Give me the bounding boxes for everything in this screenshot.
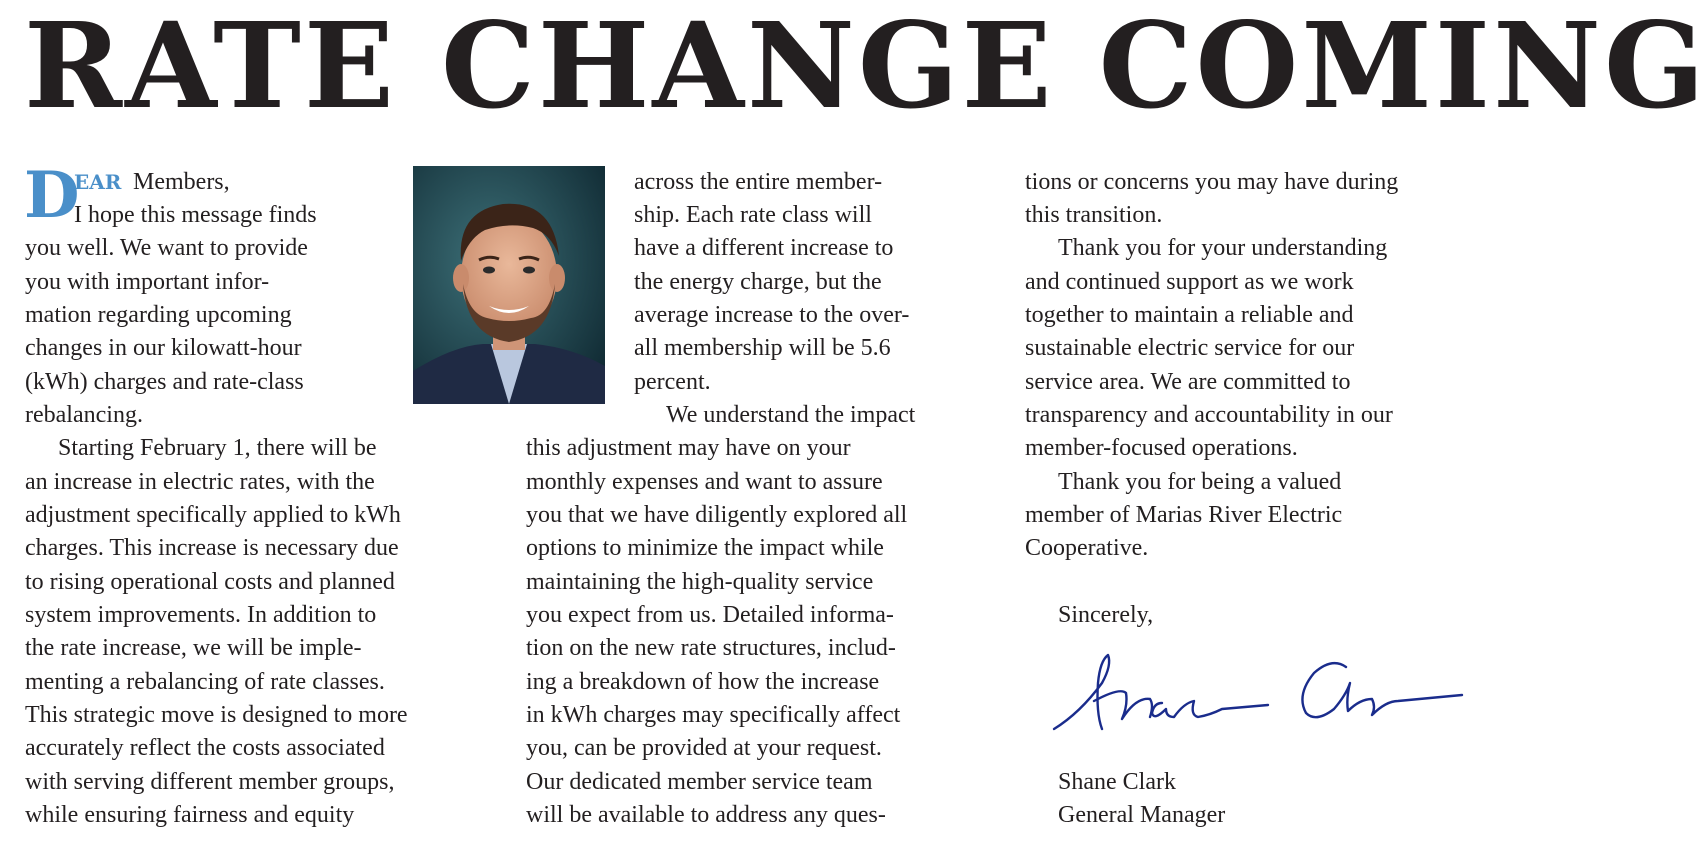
paragraph-line: this transition.	[1025, 202, 1163, 228]
paragraph-line: options to minimize the impact while	[526, 535, 884, 561]
paragraph-line: across the entire member-	[634, 169, 883, 195]
paragraph-line: percent.	[634, 369, 711, 395]
paragraph-line: mation regarding upcoming	[25, 302, 292, 328]
paragraph-line: this adjustment may have on your	[526, 435, 851, 461]
paragraph-line: together to maintain a reliable and	[1025, 302, 1354, 328]
headline: RATE CHANGE COMING	[24, 0, 1708, 135]
paragraph-line: menting a rebalancing of rate classes.	[25, 669, 385, 695]
paragraph-line: charges. This increase is necessary due	[25, 535, 399, 561]
paragraph-line: Our dedicated member service team	[526, 769, 873, 795]
drop-cap: D	[24, 158, 80, 233]
paragraph-line: have a different increase to	[634, 235, 894, 261]
paragraph-line: with serving different member groups,	[25, 769, 395, 795]
signer-title: General Manager	[1058, 802, 1226, 828]
paragraph-line: ship. Each rate class will	[634, 202, 872, 228]
paragraph-line: the rate increase, we will be imple-	[25, 635, 362, 661]
paragraph-line: sustainable electric service for our	[1025, 335, 1355, 361]
paragraph-line: Members,	[133, 169, 230, 195]
drop-cap-rest: EAR	[74, 170, 122, 194]
paragraph-line: member of Marias River Electric	[1025, 502, 1343, 528]
closing-salutation: Sincerely,	[1058, 602, 1154, 628]
paragraph-line: service area. We are committed to	[1025, 369, 1351, 395]
paragraph-line: Thank you for your understanding	[1058, 235, 1388, 261]
paragraph-line: changes in our kilowatt-hour	[25, 335, 302, 361]
paragraph-line: to rising operational costs and planned	[25, 569, 395, 595]
paragraph-line: adjustment specifically applied to kWh	[25, 502, 401, 528]
paragraph-line: (kWh) charges and rate-class	[25, 369, 304, 395]
paragraph-line: you with important infor-	[25, 269, 270, 295]
paragraph-line: We understand the impact	[666, 402, 916, 428]
paragraph-line: will be available to address any ques-	[526, 802, 886, 828]
paragraph-line: the energy charge, but the	[634, 269, 882, 295]
paragraph-line: monthly expenses and want to assure	[526, 469, 883, 495]
paragraph-line: accurately reflect the costs associated	[25, 735, 385, 761]
paragraph-line: an increase in electric rates, with the	[25, 469, 375, 495]
paragraph-line: you that we have diligently explored all	[526, 502, 908, 528]
paragraph-line: This strategic move is designed to more	[25, 702, 408, 728]
paragraph-line: and continued support as we work	[1025, 269, 1354, 295]
paragraph-line: I hope this message finds	[74, 202, 317, 228]
paragraph-line: you, can be provided at your request.	[526, 735, 882, 761]
paragraph-line: maintaining the high-quality service	[526, 569, 874, 595]
paragraph-line: in kWh charges may specifically affect	[526, 702, 901, 728]
paragraph-line: all membership will be 5.6	[634, 335, 891, 361]
paragraph-line: average increase to the over-	[634, 302, 910, 328]
paragraph-line: Cooperative.	[1025, 535, 1149, 561]
signature-image	[1050, 643, 1470, 738]
paragraph-line: rebalancing.	[25, 402, 143, 428]
paragraph-line: tion on the new rate structures, includ-	[526, 635, 896, 661]
signer-name: Shane Clark	[1058, 769, 1176, 795]
paragraph-line: Thank you for being a valued	[1058, 469, 1342, 495]
paragraph-line: Starting February 1, there will be	[58, 435, 377, 461]
portrait-photo	[413, 166, 605, 404]
paragraph-line: system improvements. In addition to	[25, 602, 377, 628]
paragraph-line: while ensuring fairness and equity	[25, 802, 355, 828]
paragraph-line: member-focused operations.	[1025, 435, 1298, 461]
paragraph-line: tions or concerns you may have during	[1025, 169, 1399, 195]
paragraph-line: transparency and accountability in our	[1025, 402, 1393, 428]
paragraph-line: ing a breakdown of how the increase	[526, 669, 880, 695]
paragraph-line: you well. We want to provide	[25, 235, 308, 261]
paragraph-line: you expect from us. Detailed informa-	[526, 602, 894, 628]
